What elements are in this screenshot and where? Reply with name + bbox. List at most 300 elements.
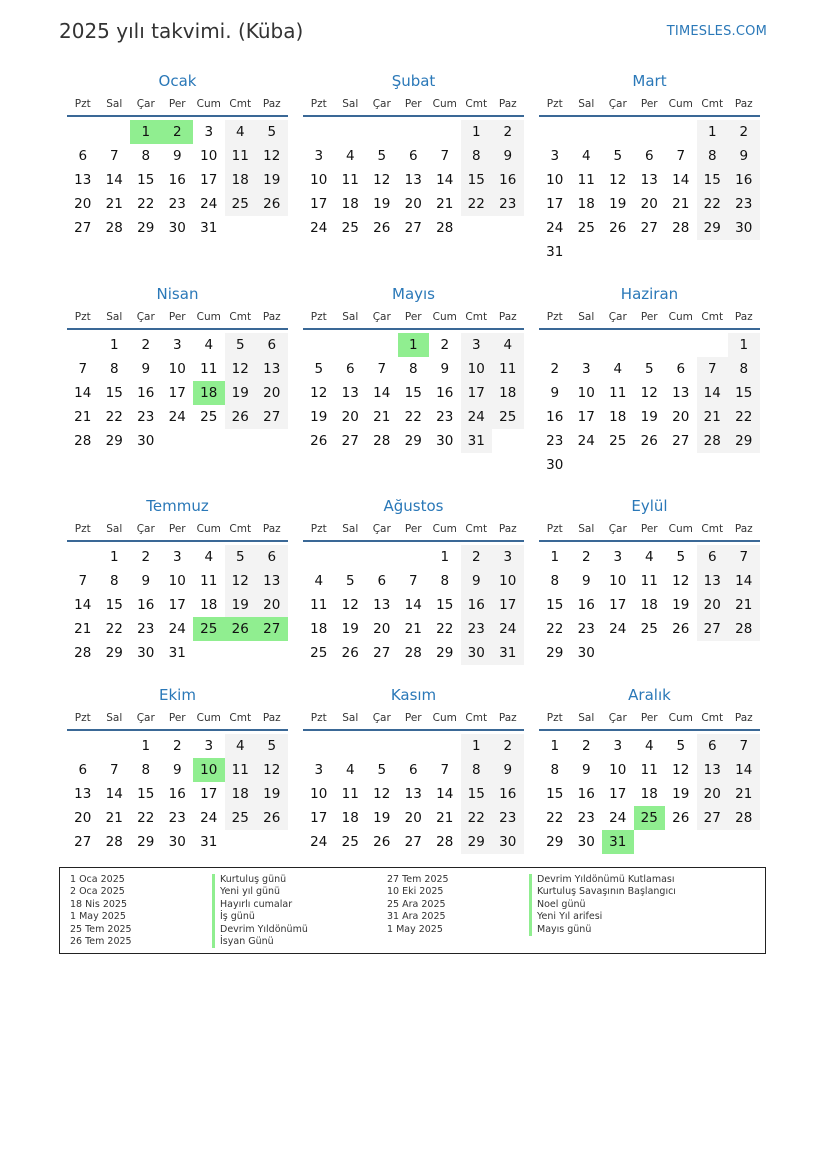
day-cell: 27 bbox=[256, 405, 288, 429]
day-cell: 26 bbox=[256, 192, 288, 216]
day-cell: 19 bbox=[256, 782, 288, 806]
day-cell: 23 bbox=[492, 806, 524, 830]
legend-holiday-name: Kurtuluş Savaşının Başlangıcı bbox=[529, 886, 676, 898]
day-cell: 19 bbox=[341, 621, 359, 637]
day-cell: 14 bbox=[74, 385, 92, 401]
day-cell: 3 bbox=[492, 545, 524, 569]
day-cell: 9 bbox=[440, 361, 450, 377]
weekday-header: Sal bbox=[106, 311, 123, 323]
day-cell: 9 bbox=[550, 385, 560, 401]
month-1 bbox=[67, 72, 288, 272]
day-cell: 20 bbox=[341, 409, 359, 425]
legend-holiday-name: İş günü bbox=[212, 911, 255, 923]
weekday-header: Paz bbox=[262, 523, 281, 535]
page-title: 2025 yılı takvimi. (Küba) bbox=[59, 19, 304, 43]
weekday-header: Paz bbox=[734, 712, 753, 724]
header-rule bbox=[67, 729, 288, 731]
day-cell: 20 bbox=[672, 409, 690, 425]
day-cell: 13 bbox=[697, 569, 729, 593]
day-cell: 22 bbox=[697, 192, 729, 216]
day-cell: 13 bbox=[697, 758, 729, 782]
day-cell: 2 bbox=[728, 120, 760, 144]
day-cell: 16 bbox=[168, 786, 186, 802]
day-cell: 25 bbox=[341, 220, 359, 236]
day-cell: 22 bbox=[546, 621, 564, 637]
day-cell: 31 bbox=[200, 834, 218, 850]
weekday-header: Paz bbox=[734, 98, 753, 110]
weekday-header: Per bbox=[640, 311, 658, 323]
day-cell: 20 bbox=[404, 810, 422, 826]
day-cell: 8 bbox=[697, 144, 729, 168]
weekday-header: Per bbox=[168, 98, 186, 110]
day-cell: 23 bbox=[492, 192, 524, 216]
month-9 bbox=[539, 497, 760, 697]
legend-date: 25 Ara 2025 bbox=[387, 898, 446, 910]
day-cell: 3 bbox=[613, 549, 623, 565]
day-cell: 14 bbox=[728, 569, 760, 593]
weekday-header: Çar bbox=[372, 98, 391, 110]
legend-holiday-name: Kurtuluş günü bbox=[212, 874, 286, 886]
month-2 bbox=[303, 72, 524, 272]
day-cell: 29 bbox=[461, 830, 493, 854]
day-cell: 14 bbox=[672, 172, 690, 188]
header-rule bbox=[67, 115, 288, 117]
day-cell: 21 bbox=[373, 409, 391, 425]
day-cell: 23 bbox=[577, 621, 595, 637]
day-cell: 5 bbox=[676, 738, 686, 754]
weekday-header: Sal bbox=[578, 98, 595, 110]
day-cell: 4 bbox=[204, 549, 214, 565]
day-cell: 8 bbox=[109, 361, 119, 377]
weekday-header: Cum bbox=[668, 311, 693, 323]
day-cell: 2 bbox=[141, 549, 151, 565]
weekday-header: Cmt bbox=[229, 712, 252, 724]
day-cell: 22 bbox=[728, 405, 760, 429]
weekday-header: Cmt bbox=[465, 523, 488, 535]
day-cell: 13 bbox=[404, 172, 422, 188]
day-cell: 4 bbox=[492, 333, 524, 357]
weekday-header: Cum bbox=[196, 98, 221, 110]
day-cell: 21 bbox=[105, 196, 123, 212]
day-cell: 23 bbox=[168, 810, 186, 826]
day-cell: 26 bbox=[609, 220, 627, 236]
day-cell: 4 bbox=[345, 148, 355, 164]
day-cell: 2 bbox=[461, 545, 493, 569]
day-cell: 7 bbox=[440, 762, 450, 778]
day-cell: 9 bbox=[172, 148, 182, 164]
day-cell: 14 bbox=[105, 786, 123, 802]
day-cell: 1 bbox=[550, 549, 560, 565]
day-cell: 7 bbox=[109, 148, 119, 164]
day-cell: 15 bbox=[404, 385, 422, 401]
weekday-header: Pzt bbox=[546, 712, 563, 724]
day-cell: 3 bbox=[314, 762, 324, 778]
day-cell: 17 bbox=[609, 786, 627, 802]
day-cell: 7 bbox=[78, 573, 88, 589]
day-cell: 26 bbox=[672, 621, 690, 637]
day-cell: 10 bbox=[609, 762, 627, 778]
month-4 bbox=[67, 285, 288, 485]
day-cell: 18 bbox=[609, 409, 627, 425]
day-cell: 26 bbox=[373, 220, 391, 236]
day-cell: 3 bbox=[613, 738, 623, 754]
day-cell: 29 bbox=[105, 433, 123, 449]
day-cell: 21 bbox=[436, 196, 454, 212]
day-cell: 27 bbox=[672, 433, 690, 449]
day-cell: 15 bbox=[697, 168, 729, 192]
holiday-day-cell: 25 bbox=[634, 806, 666, 830]
day-cell: 13 bbox=[256, 569, 288, 593]
day-cell: 12 bbox=[672, 573, 690, 589]
weekday-header: Sal bbox=[578, 523, 595, 535]
weekday-header: Cum bbox=[432, 523, 457, 535]
day-cell: 31 bbox=[546, 244, 564, 260]
month-name: Ağustos bbox=[383, 497, 444, 515]
day-cell: 2 bbox=[492, 734, 524, 758]
month-8 bbox=[303, 497, 524, 697]
header-rule bbox=[67, 540, 288, 542]
weekday-header: Sal bbox=[106, 523, 123, 535]
weekday-header: Cum bbox=[196, 712, 221, 724]
holiday-day-cell: 10 bbox=[193, 758, 225, 782]
day-cell: 25 bbox=[609, 433, 627, 449]
weekday-header: Cmt bbox=[701, 311, 724, 323]
day-cell: 11 bbox=[577, 172, 595, 188]
legend-holiday-name: Hayırlı cumalar bbox=[212, 899, 292, 911]
day-cell: 10 bbox=[461, 357, 493, 381]
day-cell: 11 bbox=[310, 597, 328, 613]
weekday-header: Cum bbox=[668, 523, 693, 535]
day-cell: 31 bbox=[461, 429, 493, 453]
weekday-header: Pzt bbox=[546, 98, 563, 110]
day-cell: 28 bbox=[436, 220, 454, 236]
day-cell: 27 bbox=[697, 806, 729, 830]
day-cell: 7 bbox=[78, 361, 88, 377]
day-cell: 19 bbox=[225, 381, 257, 405]
day-cell: 20 bbox=[404, 196, 422, 212]
day-cell: 24 bbox=[310, 220, 328, 236]
legend-date: 1 May 2025 bbox=[70, 911, 126, 923]
legend-date: 2 Oca 2025 bbox=[70, 886, 125, 898]
holiday-day-cell: 26 bbox=[225, 617, 257, 641]
day-cell: 27 bbox=[640, 220, 658, 236]
weekday-header: Paz bbox=[262, 712, 281, 724]
day-cell: 24 bbox=[609, 810, 627, 826]
day-cell: 29 bbox=[546, 834, 564, 850]
weekday-header: Cum bbox=[196, 523, 221, 535]
weekday-header: Cmt bbox=[701, 712, 724, 724]
day-cell: 2 bbox=[141, 337, 151, 353]
header-rule bbox=[67, 328, 288, 330]
day-cell: 21 bbox=[404, 621, 422, 637]
day-cell: 15 bbox=[461, 782, 493, 806]
day-cell: 28 bbox=[74, 433, 92, 449]
day-cell: 22 bbox=[105, 409, 123, 425]
day-cell: 4 bbox=[581, 148, 591, 164]
day-cell: 8 bbox=[141, 762, 151, 778]
weekday-header: Çar bbox=[372, 523, 391, 535]
day-cell: 12 bbox=[225, 569, 257, 593]
day-cell: 28 bbox=[672, 220, 690, 236]
day-cell: 14 bbox=[436, 172, 454, 188]
day-cell: 30 bbox=[461, 641, 493, 665]
day-cell: 6 bbox=[377, 573, 387, 589]
weekday-header: Sal bbox=[342, 712, 359, 724]
day-cell: 6 bbox=[408, 762, 418, 778]
weekday-header: Sal bbox=[342, 98, 359, 110]
day-cell: 26 bbox=[310, 433, 328, 449]
day-cell: 16 bbox=[728, 168, 760, 192]
day-cell: 8 bbox=[550, 762, 560, 778]
holiday-day-cell: 18 bbox=[193, 381, 225, 405]
weekday-header: Sal bbox=[106, 98, 123, 110]
header-rule bbox=[303, 328, 524, 330]
day-cell: 18 bbox=[492, 381, 524, 405]
day-cell: 27 bbox=[373, 645, 391, 661]
day-cell: 25 bbox=[577, 220, 595, 236]
weekday-header: Cmt bbox=[701, 98, 724, 110]
day-cell: 13 bbox=[404, 786, 422, 802]
weekday-header: Çar bbox=[136, 311, 155, 323]
day-cell: 28 bbox=[105, 834, 123, 850]
day-cell: 14 bbox=[74, 597, 92, 613]
day-cell: 24 bbox=[200, 810, 218, 826]
day-cell: 29 bbox=[436, 645, 454, 661]
day-cell: 29 bbox=[404, 433, 422, 449]
day-cell: 2 bbox=[581, 549, 591, 565]
month-name: Nisan bbox=[156, 285, 199, 303]
month-name: Şubat bbox=[391, 72, 436, 90]
holiday-day-cell: 25 bbox=[193, 617, 225, 641]
day-cell: 28 bbox=[74, 645, 92, 661]
day-cell: 2 bbox=[492, 120, 524, 144]
holiday-day-cell: 31 bbox=[602, 830, 634, 854]
day-cell: 19 bbox=[373, 810, 391, 826]
day-cell: 16 bbox=[168, 172, 186, 188]
weekday-header: Cum bbox=[668, 98, 693, 110]
day-cell: 8 bbox=[440, 573, 450, 589]
holiday-day-cell: 1 bbox=[130, 120, 162, 144]
day-cell: 7 bbox=[377, 361, 387, 377]
holiday-day-cell: 1 bbox=[398, 333, 430, 357]
day-cell: 4 bbox=[225, 734, 257, 758]
day-cell: 24 bbox=[168, 621, 186, 637]
day-cell: 3 bbox=[550, 148, 560, 164]
day-cell: 13 bbox=[672, 385, 690, 401]
day-cell: 1 bbox=[461, 734, 493, 758]
day-cell: 14 bbox=[105, 172, 123, 188]
day-cell: 23 bbox=[546, 433, 564, 449]
day-cell: 25 bbox=[492, 405, 524, 429]
day-cell: 18 bbox=[341, 810, 359, 826]
day-cell: 11 bbox=[341, 172, 359, 188]
day-cell: 11 bbox=[640, 573, 658, 589]
day-cell: 30 bbox=[168, 834, 186, 850]
day-cell: 1 bbox=[109, 337, 119, 353]
day-cell: 30 bbox=[728, 216, 760, 240]
day-cell: 25 bbox=[225, 192, 257, 216]
day-cell: 29 bbox=[546, 645, 564, 661]
weekday-header: Cum bbox=[432, 712, 457, 724]
day-cell: 10 bbox=[577, 385, 595, 401]
month-name: Temmuz bbox=[146, 497, 209, 515]
day-cell: 29 bbox=[697, 216, 729, 240]
day-cell: 9 bbox=[172, 762, 182, 778]
day-cell: 5 bbox=[345, 573, 355, 589]
weekday-header: Sal bbox=[578, 712, 595, 724]
day-cell: 6 bbox=[408, 148, 418, 164]
weekday-header: Cmt bbox=[229, 523, 252, 535]
legend-holiday-name: Devrim Yıldönümü Kutlaması bbox=[529, 874, 675, 886]
day-cell: 29 bbox=[137, 834, 155, 850]
day-cell: 14 bbox=[697, 381, 729, 405]
day-cell: 14 bbox=[728, 758, 760, 782]
day-cell: 25 bbox=[341, 834, 359, 850]
day-cell: 7 bbox=[728, 545, 760, 569]
day-cell: 22 bbox=[461, 192, 493, 216]
day-cell: 3 bbox=[172, 337, 182, 353]
weekday-header: Pzt bbox=[74, 311, 91, 323]
day-cell: 21 bbox=[697, 405, 729, 429]
day-cell: 19 bbox=[310, 409, 328, 425]
day-cell: 11 bbox=[225, 144, 257, 168]
day-cell: 7 bbox=[440, 148, 450, 164]
day-cell: 16 bbox=[461, 593, 493, 617]
day-cell: 24 bbox=[546, 220, 564, 236]
weekday-header: Cmt bbox=[465, 98, 488, 110]
day-cell: 4 bbox=[613, 361, 623, 377]
day-cell: 8 bbox=[550, 573, 560, 589]
weekday-header: Pzt bbox=[546, 311, 563, 323]
day-cell: 24 bbox=[200, 196, 218, 212]
day-cell: 12 bbox=[609, 172, 627, 188]
header-rule bbox=[539, 729, 760, 731]
day-cell: 28 bbox=[697, 429, 729, 453]
day-cell: 19 bbox=[672, 786, 690, 802]
day-cell: 14 bbox=[404, 597, 422, 613]
weekday-header: Cum bbox=[432, 311, 457, 323]
day-cell: 26 bbox=[256, 806, 288, 830]
weekday-header: Çar bbox=[608, 98, 627, 110]
day-cell: 17 bbox=[168, 385, 186, 401]
day-cell: 30 bbox=[546, 457, 564, 473]
weekday-header: Paz bbox=[498, 523, 517, 535]
day-cell: 17 bbox=[200, 786, 218, 802]
day-cell: 13 bbox=[640, 172, 658, 188]
day-cell: 22 bbox=[404, 409, 422, 425]
day-cell: 3 bbox=[204, 124, 214, 140]
day-cell: 19 bbox=[225, 593, 257, 617]
legend-date: 18 Nis 2025 bbox=[70, 898, 127, 910]
month-6 bbox=[539, 285, 760, 485]
weekday-header: Çar bbox=[136, 98, 155, 110]
day-cell: 27 bbox=[404, 220, 422, 236]
weekday-header: Per bbox=[404, 712, 422, 724]
weekday-header: Per bbox=[640, 712, 658, 724]
weekday-header: Çar bbox=[372, 311, 391, 323]
day-cell: 12 bbox=[256, 758, 288, 782]
day-cell: 5 bbox=[676, 549, 686, 565]
day-cell: 10 bbox=[310, 172, 328, 188]
day-cell: 10 bbox=[546, 172, 564, 188]
day-cell: 25 bbox=[310, 645, 328, 661]
day-cell: 15 bbox=[546, 786, 564, 802]
day-cell: 4 bbox=[225, 120, 257, 144]
day-cell: 18 bbox=[200, 597, 218, 613]
day-cell: 26 bbox=[672, 810, 690, 826]
day-cell: 6 bbox=[697, 734, 729, 758]
weekday-header: Pzt bbox=[310, 523, 327, 535]
day-cell: 30 bbox=[168, 220, 186, 236]
legend-date: 26 Tem 2025 bbox=[70, 936, 132, 947]
day-cell: 23 bbox=[577, 810, 595, 826]
day-cell: 21 bbox=[728, 782, 760, 806]
day-cell: 6 bbox=[78, 762, 88, 778]
day-cell: 16 bbox=[492, 782, 524, 806]
day-cell: 30 bbox=[577, 645, 595, 661]
day-cell: 8 bbox=[141, 148, 151, 164]
day-cell: 21 bbox=[105, 810, 123, 826]
weekday-header: Cmt bbox=[229, 98, 252, 110]
day-cell: 16 bbox=[577, 597, 595, 613]
day-cell: 24 bbox=[609, 621, 627, 637]
day-cell: 20 bbox=[74, 810, 92, 826]
day-cell: 6 bbox=[345, 361, 355, 377]
day-cell: 4 bbox=[644, 549, 654, 565]
day-cell: 6 bbox=[697, 545, 729, 569]
day-cell: 9 bbox=[492, 758, 524, 782]
day-cell: 9 bbox=[728, 144, 760, 168]
day-cell: 18 bbox=[310, 621, 328, 637]
weekday-header: Per bbox=[640, 98, 658, 110]
day-cell: 20 bbox=[74, 196, 92, 212]
day-cell: 1 bbox=[141, 738, 151, 754]
day-cell: 12 bbox=[373, 172, 391, 188]
day-cell: 16 bbox=[577, 786, 595, 802]
legend-date: 25 Tem 2025 bbox=[70, 923, 132, 935]
day-cell: 10 bbox=[168, 573, 186, 589]
day-cell: 9 bbox=[492, 144, 524, 168]
weekday-header: Sal bbox=[342, 523, 359, 535]
day-cell: 5 bbox=[256, 120, 288, 144]
weekday-header: Per bbox=[404, 523, 422, 535]
day-cell: 7 bbox=[408, 573, 418, 589]
header-rule bbox=[539, 540, 760, 542]
day-cell: 18 bbox=[577, 196, 595, 212]
day-cell: 17 bbox=[168, 597, 186, 613]
day-cell: 5 bbox=[314, 361, 324, 377]
day-cell: 17 bbox=[492, 593, 524, 617]
weekday-header: Çar bbox=[136, 523, 155, 535]
header-rule bbox=[303, 729, 524, 731]
day-cell: 9 bbox=[141, 573, 151, 589]
day-cell: 11 bbox=[640, 762, 658, 778]
day-cell: 24 bbox=[310, 834, 328, 850]
day-cell: 17 bbox=[577, 409, 595, 425]
day-cell: 24 bbox=[577, 433, 595, 449]
day-cell: 28 bbox=[728, 617, 760, 641]
weekday-header: Per bbox=[404, 98, 422, 110]
day-cell: 7 bbox=[728, 734, 760, 758]
site-link[interactable]: TIMESLES.COM bbox=[666, 24, 767, 39]
month-name: Aralık bbox=[628, 686, 671, 704]
day-cell: 16 bbox=[492, 168, 524, 192]
day-cell: 8 bbox=[461, 758, 493, 782]
weekday-header: Pzt bbox=[74, 712, 91, 724]
day-cell: 7 bbox=[697, 357, 729, 381]
day-cell: 22 bbox=[137, 810, 155, 826]
day-cell: 26 bbox=[341, 645, 359, 661]
